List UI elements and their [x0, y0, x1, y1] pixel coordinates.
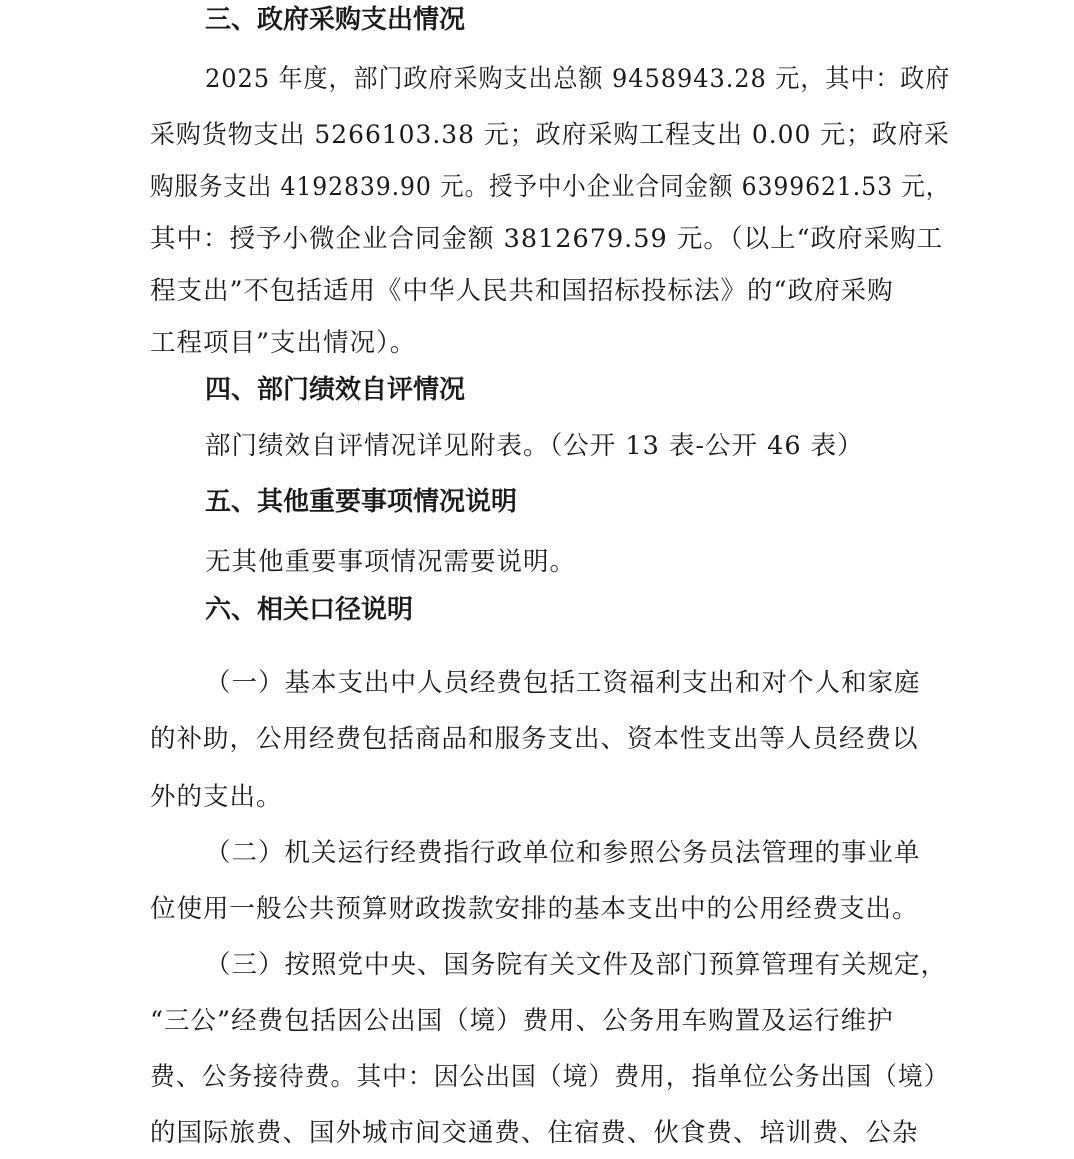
paragraph-line: （一）基本支出中人员经费包括工资福利支出和对个人和家庭 — [205, 668, 921, 698]
section-heading-procurement: 三、政府采购支出情况 — [205, 5, 466, 35]
paragraph-line: 采购货物支出 5266103.38 元；政府采购工程支出 0.00 元；政府采 — [150, 120, 950, 150]
paragraph-line: 部门绩效自评情况详见附表。（公开 13 表-公开 46 表） — [205, 431, 864, 461]
paragraph-line: 费、公务接待费。其中：因公出国（境）费用，指单位公务出国（境） — [150, 1062, 950, 1092]
paragraph-line: （三）按照党中央、国务院有关文件及部门预算管理有关规定， — [205, 950, 948, 980]
paragraph-line: 外的支出。 — [150, 782, 283, 812]
paragraph-line: 工程项目”支出情况）。 — [150, 328, 417, 358]
paragraph-line: 程支出”不包括适用《中华人民共和国招标投标法》的“政府采购 — [150, 276, 894, 306]
paragraph-line: 无其他重要事项情况需要说明。 — [205, 547, 577, 577]
paragraph-line: 的国际旅费、国外城市间交通费、住宿费、伙食费、培训费、公杂 — [150, 1118, 919, 1148]
paragraph-line: “三公”经费包括因公出国（境）费用、公务用车购置及运行维护 — [150, 1006, 894, 1036]
section-heading-performance: 四、部门绩效自评情况 — [205, 375, 466, 405]
paragraph-line: 的补助，公用经费包括商品和服务支出、资本性支出等人员经费以 — [150, 724, 919, 754]
paragraph-line: 购服务支出 4192839.90 元。授予中小企业合同金额 6399621.53 元， — [150, 172, 951, 202]
paragraph-line: 2025 年度，部门政府采购支出总额 9458943.28 元，其中：政府 — [205, 64, 951, 94]
paragraph-line: （二）机关运行经费指行政单位和参照公务员法管理的事业单 — [205, 838, 921, 868]
section-heading-other-matters: 五、其他重要事项情况说明 — [205, 487, 518, 517]
section-heading-definitions: 六、相关口径说明 — [205, 595, 414, 625]
paragraph-line: 其中：授予小微企业合同金额 3812679.59 元。（以上“政府采购工 — [150, 224, 944, 254]
paragraph-line: 位使用一般公共预算财政拨款安排的基本支出中的公用经费支出。 — [150, 894, 919, 924]
